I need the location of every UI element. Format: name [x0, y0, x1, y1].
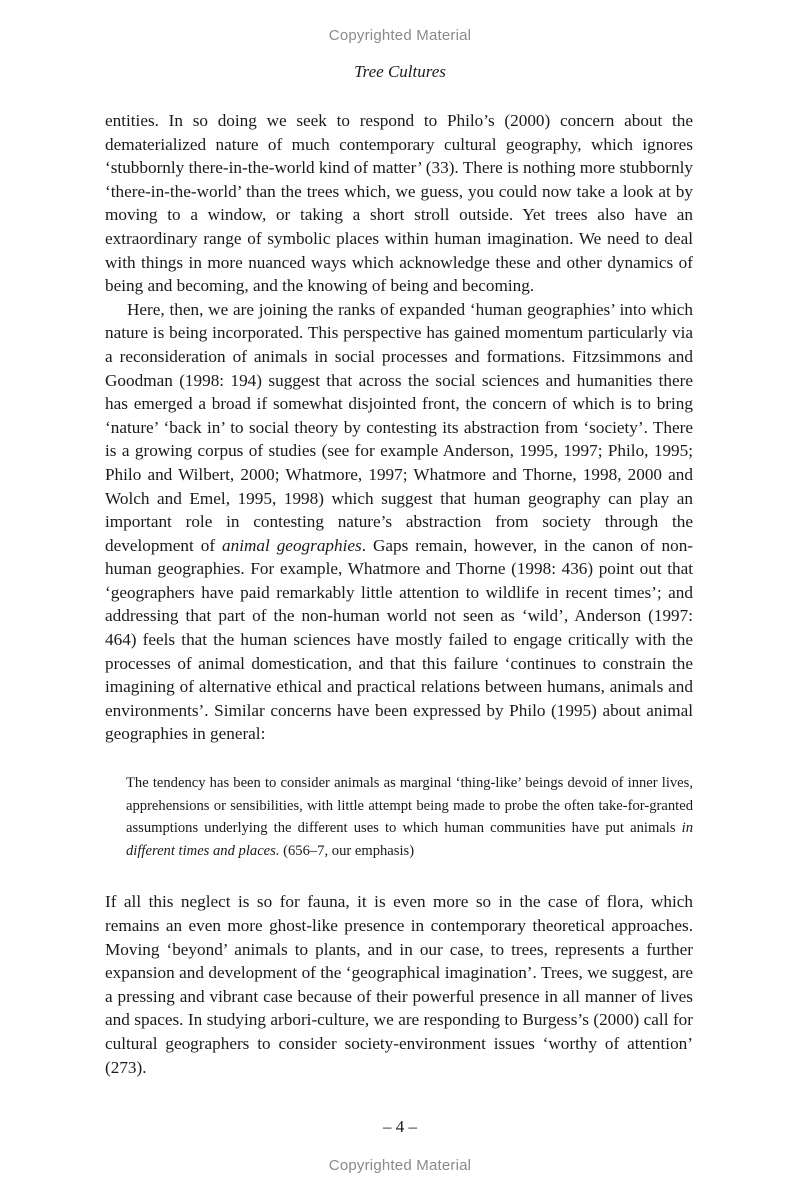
paragraph-2-emphasis: animal geographies: [222, 535, 362, 555]
paragraph-2-text-end: . Gaps remain, however, in the canon of non-human geographies. For example, Whatmore and Thorne (1998: 436) point out that ‘geographers have paid remarkably little attention to wildlife in recent times’; and addressing that part of the non-human world not seen as ‘wild’, Anderson (1997: 464) feels that the human sciences have mostly failed to engage critically with the processes of animal domestication, and that this failure ‘continues to constrain the imagining of alternative ethical and practical relations between humans, animals and environments’. Similar concerns have been expressed by Philo (1995) about animal geographies in general:: [105, 535, 694, 744]
block-quote: [126, 772, 693, 862]
running-head: Tree Cultures: [354, 62, 446, 81]
paragraph-1: entities. In so doing we seek to respond to Philo’s (2000) concern about the dematerialized nature of much contemporary cultural geography, which ignores ‘stubbornly there-in-the-world kind of matter’ (33). There is nothing more stubbornly ‘there-in-the-world’ than the trees which, we guess, you could now take a look at by moving to a window, or taking a short stroll outside. Yet trees also have an extraordinary range of symbolic places within human imagination. We need to deal with things in more nuanced ways which acknowledge these and other dynamics of being and becoming, and the knowing of being and becoming.: [105, 111, 693, 296]
paragraph-2-text: Here, then, we are joining the ranks of expanded ‘human geographies’ into which nature is being incorporated. This perspective has gained momentum particularly via a reconsideration of animals in social processes and formations. Fitzsimmons and Goodman (1998: 194) suggest that across the social sciences and humanities there has emerged a broad if somewhat disjointed front, the concern of which is to bring ‘nature’ ‘back in’ to social theory by contesting its abstraction from ‘society’. There is a growing corpus of studies (see for example Anderson, 1995, 1997; Philo, 1995; Philo and Wilbert, 2000; Whatmore, 1997; Whatmore and Thorne, 1998, 2000 and Wolch and Emel, 1995, 1998) which suggest that human geography can play an important role in contesting nature’s abstraction from society through the development of: [105, 299, 693, 555]
block-quote-text: The tendency has been to consider animals as marginal ‘thing-like’ beings devoid of inner lives, apprehensions or sensibilities, with little attempt being made to probe the often take-for-granted assumptions underlying the different uses to which human communities have put animals: [126, 775, 693, 837]
paragraph-3: If all this neglect is so for fauna, it is even more so in the case of flora, which remains an even more ghost-like presence in contemporary theoretical approaches. Moving ‘beyond’ animals to plants, and in our case, to trees, represents a further expansion and development of the ‘geographical imagination’. Trees, we suggest, are a pressing and vibrant case because of their powerful presence in all manner of lives and spaces. In studying arbori-culture, we are responding to Burgess’s (2000) call for cultural geographers to consider society-environment issues ‘worthy of attention’ (273).: [105, 892, 693, 1077]
page-number: – 4 –: [383, 1117, 417, 1136]
page-body: [105, 109, 693, 1079]
block-quote-citation: (656–7, our emphasis): [279, 842, 415, 859]
copyright-watermark-top: Copyrighted Material: [328, 27, 472, 44]
block-quote-emphasis: in different times and places.: [126, 820, 693, 859]
paragraph-2: [105, 298, 693, 746]
copyright-watermark-bottom: Copyrighted Material: [328, 1157, 472, 1174]
